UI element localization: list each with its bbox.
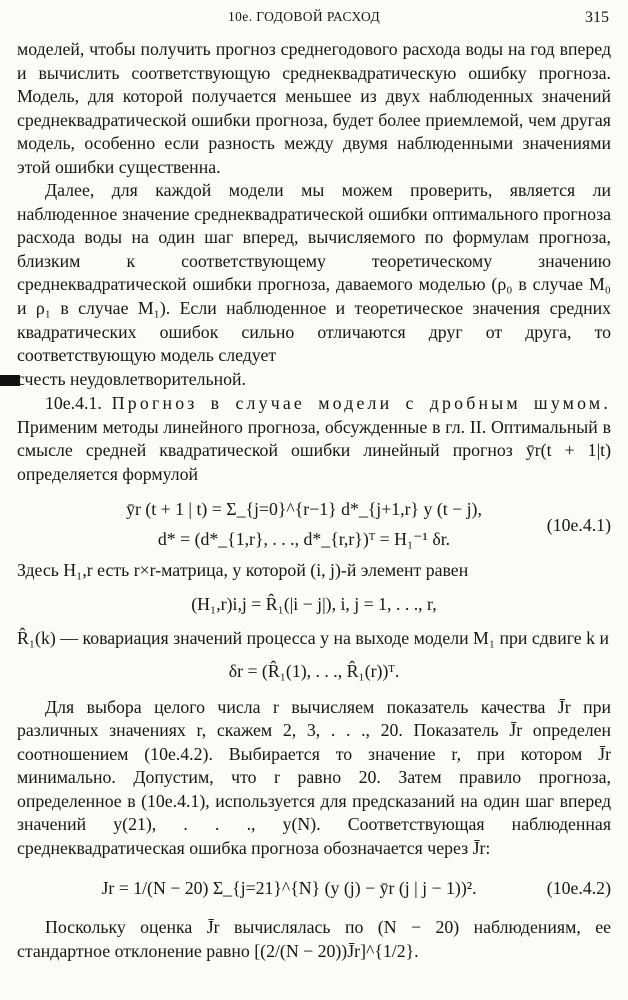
eq1-number: (10е.4.1) <box>546 515 611 536</box>
covariance-paragraph: R̂₁(k) — ковариация значений процесса y на выходе модели M₁ при сдвиге k и <box>17 627 609 648</box>
equation-10e-4-2 <box>17 877 611 901</box>
section-heading: Прогноз в случае модели с дробным шумом. <box>111 393 611 414</box>
page-body <box>17 38 611 963</box>
section-paragraph <box>17 392 611 486</box>
section-text: Применим методы линейного прогноза, обсужденные в гл. II. Оптимальный в смысле средней квадратической ошибки линейный прогноз ȳr(t + 1|t) определяется формулой <box>17 416 611 484</box>
eq4-formula: Jr = 1/(N − 20) Σ_{j=21}^{N} (y (j) − ȳr (j | j − 1))². <box>101 877 477 898</box>
running-header <box>0 9 628 31</box>
paragraph-1: моделей, чтобы получить прогноз среднегодового расхода воды на год вперед и вычислить соответствующую среднеквадратическую ошибку прогноза. Модель, для которой получается меньшее из двух наблюденных значений среднеквадратической ошибки прогноза, будет более приемлемой, чем другая модель, особенно если разность между двумя наблюденными значениями этой ошибки существенна. <box>17 39 611 177</box>
equation-delta: δr = (R̂₁(1), . . ., R̂₁(r))ᵀ. <box>228 661 400 682</box>
eq4-number: (10е.4.2) <box>546 877 611 898</box>
equation-h-matrix: (H₁,r)i,j = R̂₁(|i − j|), i, j = 1, . . ., r, <box>191 594 437 615</box>
eq1-line2: d* = (d*_{1,r}, . . ., d*_{r,r})ᵀ = H₁⁻¹ δr. <box>157 528 451 549</box>
paragraph-2-tail: счесть неудовлетворительной. <box>17 368 246 389</box>
paragraph-2: Далее, для каждой модели мы можем проверить, является ли наблюденное значение среднеквадратической ошибки оптимального прогноза расхода воды на один шаг вперед, вычисляемого по формулам прогноза, близким к соответствующему теоретическому значению среднеквадратической ошибки прогноза, даваемого моделью (ρ₀ в случае M₀ и ρ₁ в случае M₁). Если наблюденное и теоретическое значения средних квадратических ошибок сильно отличаются друг от друга, то соответствующую модель следует <box>17 180 611 366</box>
final-paragraph: Поскольку оценка J̄r вычислялась по (N − 20) наблюдениям, ее стандартное отклонение равно [(2/(N − 20))J̄r]^{1/2}. <box>17 917 611 961</box>
here-paragraph: Здесь H₁,r есть r×r-матрица, у которой (i, j)-й элемент равен <box>17 560 469 581</box>
equation-10e-4-1 <box>17 498 611 551</box>
paragraph-2-end <box>17 368 611 392</box>
eq1-line1: ȳr (t + 1 | t) = Σ_{j=0}^{r−1} d*_{j+1,r} y (t − j), <box>126 499 482 520</box>
section-title: 10е. ГОДОВОЙ РАСХОД <box>228 9 381 24</box>
page-number: 315 <box>585 9 609 26</box>
paragraph-choice: Для выбора целого числа r вычисляем показатель качества J̄r при различных значениях r, скажем 2, 3, . . ., 20. Показатель J̄r определен соотношением (10е.4.2). Выбирается то значение r, при котором J̄r минимально. Допустим, что r равно 20. Затем правило прогноза, определенное в (10е.4.1), используется для предсказаний на один шаг вперед значений y(21), . . ., y(N). Соответствующая наблюденная среднеквадратическая ошибка прогноза обозначается через J̄r: <box>17 696 611 858</box>
section-number: 10е.4.1. <box>45 393 102 414</box>
